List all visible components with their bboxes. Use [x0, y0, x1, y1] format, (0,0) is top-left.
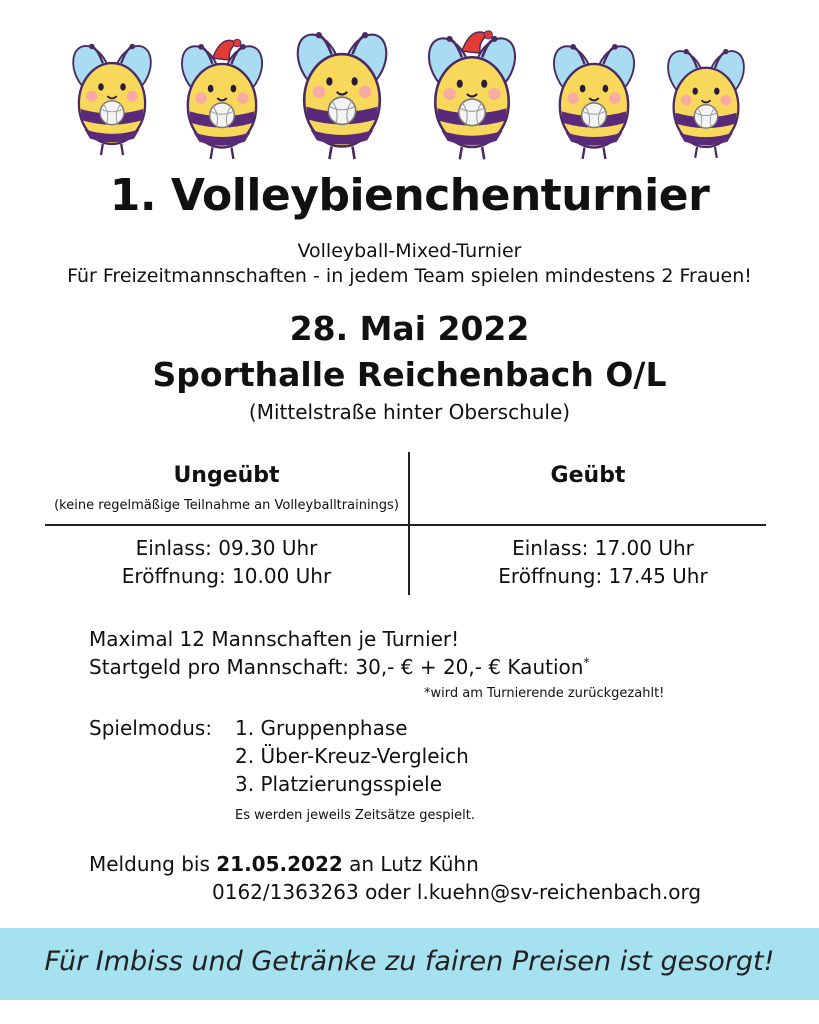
group-trained-header	[410, 463, 766, 488]
table-horizontal-divider	[45, 524, 766, 526]
group-untrained-header	[45, 463, 408, 513]
registration-contact: 0162/1363263 oder l.kuehn@sv-reichenbach.org	[212, 880, 702, 904]
group-untrained-times	[45, 534, 408, 590]
event-address: (Mittelstraße hinter Oberschule)	[248, 400, 571, 424]
subtitle-team-rule: Für Freizeitmannschaften - in jedem Team spielen mindestens 2 Frauen!	[67, 265, 752, 287]
registration-deadline: 21.05.2022	[216, 852, 343, 876]
refund-note: *wird am Turnierende zurückgezahlt!	[424, 686, 665, 701]
bee-3-icon	[289, 28, 394, 159]
bee-illustration-row	[0, 22, 819, 162]
bee-4-icon	[421, 31, 523, 160]
mode-note: Es werden jeweils Zeitsätze gespielt.	[235, 808, 475, 823]
footer-text: Für Imbiss und Getränke zu fairen Preisen ist gesorgt!	[44, 946, 775, 977]
bee-1-icon	[66, 40, 158, 155]
group-trained-times	[410, 534, 796, 590]
mode-item-2: 2. Über-Kreuz-Vergleich	[235, 744, 469, 768]
mode-label: Spielmodus:	[89, 716, 213, 740]
group-trained-heading: Geübt	[550, 463, 626, 488]
bee-2-icon	[174, 39, 269, 159]
group-untrained-note: (keine regelmäßige Teilnahme an Volleyballtrainings)	[54, 498, 399, 513]
trained-entry-time: Einlass: 17.00 Uhr	[512, 536, 694, 560]
bee-5-icon	[546, 40, 641, 159]
footer-banner	[0, 928, 819, 1000]
untrained-entry-time: Einlass: 09.30 Uhr	[135, 536, 318, 560]
fee-amount: Startgeld pro Mannschaft: 30,- € + 20,- € Kaution	[89, 655, 584, 679]
event-date: 28. Mai 2022	[289, 309, 530, 348]
registration-prefix: Meldung bis	[89, 852, 217, 876]
fee-footnote-mark: *	[583, 655, 590, 670]
bee-6-icon	[661, 45, 751, 157]
page-title: 1. Volleybienchenturnier	[109, 170, 710, 221]
max-teams-text: Maximal 12 Mannschaften je Turnier!	[89, 627, 460, 651]
event-venue: Sporthalle Reichenbach O/L	[152, 355, 667, 394]
untrained-opening-time: Eröffnung: 10.00 Uhr	[121, 564, 332, 588]
mode-item-3: 3. Platzierungsspiele	[235, 772, 443, 796]
trained-opening-time: Eröffnung: 17.45 Uhr	[498, 564, 708, 588]
fee-text	[89, 655, 589, 679]
group-untrained-heading: Ungeübt	[173, 463, 280, 488]
registration-contact-person: an Lutz Kühn	[342, 852, 479, 876]
mode-item-1: 1. Gruppenphase	[235, 716, 408, 740]
subtitle-mixed-tournament: Volleyball-Mixed-Turnier	[297, 240, 522, 262]
registration-line	[89, 852, 479, 876]
